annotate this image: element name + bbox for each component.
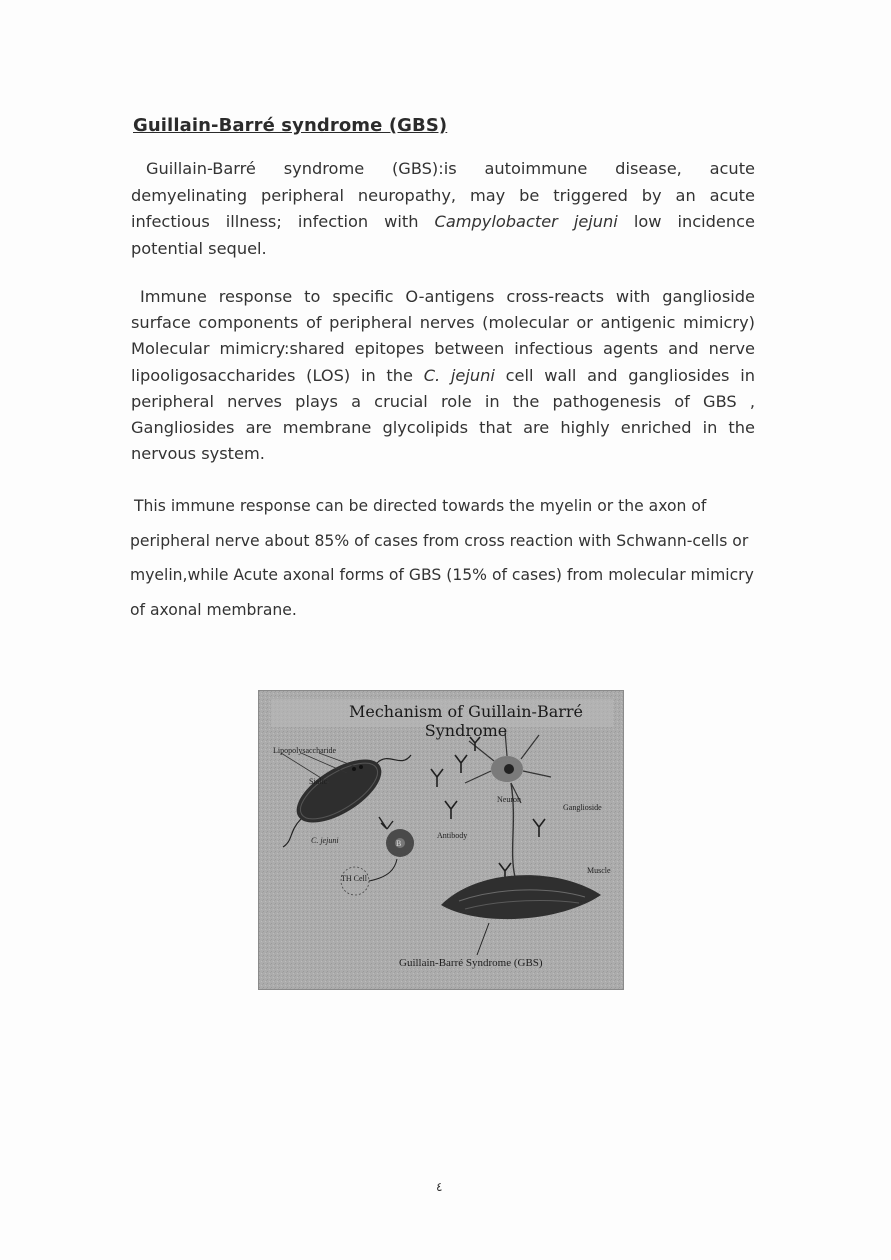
label-neuron: Neuron: [497, 795, 521, 804]
label-muscle: Muscle: [587, 866, 611, 875]
label-c-jejuni: C. jejuni: [311, 836, 339, 845]
figure-caption: Guillain-Barré Syndrome (GBS): [399, 957, 543, 969]
paragraph-2-intro: Immune response to specific O-antigens cross-reacts with ganglioside surface components of peripheral nerves (molecular or antigenic mimicry) Molecular mimicry:shared epitopes between infectious agents and nerve lipooligosaccharides (LOS) in the: [131, 287, 755, 385]
organism-name-short: C. jejuni: [423, 365, 495, 385]
label-sialic-acid: Sialic: [309, 777, 328, 786]
page-number: ٤: [436, 1180, 443, 1194]
label-ganglioside: Ganglioside: [563, 803, 602, 812]
paragraph-2-outro: cell wall and gangliosides in peripheral nerves plays a crucial role in the pathogenesis of GBS , Gangliosides are membrane glycolipids that are highly enriched in the nervous system.: [131, 365, 755, 464]
paragraph-1-intro: Guillain-Barré syndrome (GBS):is autoimmune disease, acute demyelinating peripheral neuropathy, may be triggered by an acute infectious illness; infection with: [131, 159, 755, 231]
paragraph-gbs-definition: [131, 156, 755, 262]
label-th-cell: TH Cell: [341, 874, 367, 883]
gbs-mechanism-figure: [258, 690, 624, 990]
label-lipopolysaccharide: Lipopolysaccharide: [273, 746, 337, 755]
figure-title: Mechanism of Guillain-Barré Syndrome: [348, 702, 584, 740]
paragraph-molecular-mimicry: [131, 284, 755, 467]
label-b-cell: B: [396, 839, 402, 848]
paragraph-immune-response: This immune response can be directed towards the myelin or the axon of peripheral nerve about 85% of cases from cross reaction with Schwann-cells or myelin,while Acute axonal forms of GBS (15% of cases) from molecular mimicry of axonal membrane.: [130, 497, 754, 619]
organism-name: Campylobacter jejuni: [434, 212, 618, 231]
paragraph-1-outro: low incidence potential sequel.: [131, 212, 755, 258]
label-antibody: Antibody: [437, 831, 468, 840]
section-title: Guillain-Barré syndrome (GBS): [133, 115, 448, 136]
